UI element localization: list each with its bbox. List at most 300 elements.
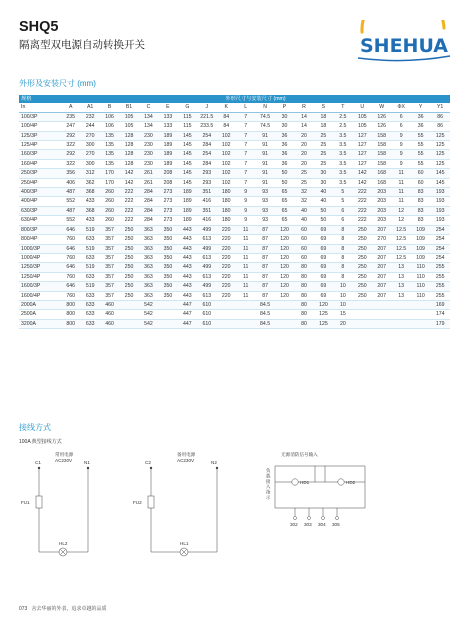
table-cell: 69 — [320, 226, 327, 233]
table-cell: 203 — [377, 198, 387, 205]
table-cell: 222 — [124, 217, 134, 224]
table-cell: 12 — [398, 217, 405, 224]
table-cell: 207 — [377, 283, 387, 290]
table-cell: 357 — [105, 226, 114, 233]
table-cell: 15 — [339, 311, 346, 318]
table-cell: 127 — [357, 160, 367, 167]
table-cell: 145 — [183, 151, 192, 158]
table-cell: 40 — [301, 217, 307, 224]
table-cell: 499 — [202, 226, 212, 233]
table-cell: 142 — [124, 170, 134, 177]
column-header: N — [255, 103, 274, 112]
table-cell: 207 — [377, 254, 387, 261]
table-cell: 357 — [105, 283, 114, 290]
table-cell: 145 — [183, 132, 192, 139]
table-cell: 760 — [66, 292, 76, 299]
table-cell: 120 — [280, 283, 289, 290]
column-header: ΦX — [391, 103, 410, 112]
table-cell: 40 — [301, 207, 307, 214]
table-cell: 12.5 — [396, 226, 407, 233]
table-cell: 102 — [221, 170, 231, 177]
table-cell: 273 — [163, 207, 173, 214]
row-spec: 2500A — [21, 311, 37, 318]
table-cell: 60 — [301, 236, 307, 243]
table-row — [19, 178, 450, 187]
table-cell: 193 — [435, 217, 445, 224]
row-spec: 2000A — [21, 301, 37, 308]
table-row — [19, 141, 450, 150]
table-cell: 208 — [163, 179, 173, 186]
table-cell: 499 — [202, 283, 212, 290]
table-cell: 125 — [435, 160, 445, 167]
table-cell: 65 — [281, 189, 288, 196]
table-cell: 7 — [244, 151, 248, 158]
table-cell: 357 — [105, 236, 114, 243]
table-cell: 180 — [221, 189, 231, 196]
table-cell: 416 — [202, 198, 212, 205]
table-cell: 633 — [85, 236, 95, 243]
table-cell: 293 — [202, 179, 212, 186]
table-cell: 255 — [435, 283, 445, 290]
table-cell: 250 — [357, 226, 367, 233]
table-cell: 460 — [105, 311, 114, 318]
table-cell: 189 — [163, 142, 173, 149]
table-cell: 193 — [435, 189, 445, 196]
table-cell: 363 — [144, 236, 153, 243]
table-cell: 3.5 — [339, 151, 347, 158]
table-cell: 633 — [85, 320, 95, 327]
footer-slogan: 舍去华丽的外表，追求卓越的品质 — [31, 606, 107, 612]
table-row — [19, 244, 450, 253]
label-common-power: 常用电源 — [55, 452, 74, 457]
table-cell: 220 — [221, 292, 231, 299]
table-cell: 6 — [341, 217, 345, 224]
table-row — [19, 319, 450, 328]
table-cell: 610 — [202, 311, 212, 318]
table-cell: 222 — [357, 198, 367, 205]
table-cell: 105 — [124, 113, 134, 120]
column-header: J — [197, 103, 216, 112]
table-cell: 9 — [244, 189, 248, 196]
label-fu2: FU2 — [133, 500, 142, 505]
table-cell: 84.5 — [260, 301, 271, 308]
table-cell: 760 — [66, 273, 76, 280]
table-cell: 120 — [280, 273, 289, 280]
table-cell: 261 — [144, 170, 153, 177]
table-cell: 542 — [144, 320, 153, 327]
table-cell: 230 — [144, 132, 153, 139]
table-cell: 84.5 — [260, 311, 271, 318]
table-cell: 633 — [85, 301, 95, 308]
label-hd1: HD1 — [300, 480, 310, 485]
table-cell: 87 — [262, 254, 268, 261]
table-cell: 69 — [320, 273, 327, 280]
table-cell: 800 — [66, 301, 76, 308]
table-cell: 254 — [435, 226, 445, 233]
table-cell: 87 — [262, 245, 268, 252]
table-cell: 174 — [435, 311, 445, 318]
table-cell: 80 — [301, 264, 307, 271]
table-cell: 222 — [357, 217, 367, 224]
table-cell: 261 — [144, 179, 153, 186]
table-row — [19, 310, 450, 319]
table-cell: 87 — [262, 292, 268, 299]
table-cell: 25 — [320, 132, 327, 139]
table-row — [19, 235, 450, 244]
table-cell: 220 — [221, 245, 231, 252]
table-cell: 180 — [221, 217, 231, 224]
table-cell: 250 — [124, 264, 134, 271]
table-cell: 250 — [124, 254, 134, 261]
table-cell: 7 — [244, 123, 248, 130]
table-cell: 74.5 — [260, 113, 271, 120]
table-cell: 126 — [377, 123, 387, 130]
table-cell: 30 — [320, 170, 327, 177]
table-cell — [217, 319, 236, 328]
table-cell: 60 — [417, 170, 424, 177]
table-cell: 120 — [280, 236, 289, 243]
table-cell: 20 — [301, 142, 307, 149]
table-cell: 207 — [377, 245, 387, 252]
table-cell: 128 — [124, 160, 134, 167]
table-cell: 36 — [417, 113, 424, 120]
table-row — [19, 188, 450, 197]
table-cell: 406 — [66, 179, 76, 186]
table-cell: 6 — [399, 123, 403, 130]
table-cell — [158, 310, 177, 319]
table-cell: 158 — [377, 142, 387, 149]
table-cell: 222 — [124, 198, 134, 205]
table-cell: 50 — [281, 170, 288, 177]
table-cell: 11 — [398, 189, 404, 196]
table-cell: 55 — [417, 142, 424, 149]
table-cell: 158 — [377, 151, 387, 158]
table-row — [19, 253, 450, 262]
table-cell: 255 — [435, 292, 445, 299]
table-cell: 7 — [244, 113, 248, 120]
table-cell: 110 — [416, 264, 425, 271]
table-cell: 207 — [377, 264, 387, 271]
table-cell: 300 — [85, 142, 95, 149]
table-cell: 322 — [66, 160, 76, 167]
table-cell: 646 — [66, 226, 76, 233]
table-cell: 6 — [341, 207, 345, 214]
column-header: T — [333, 103, 352, 112]
row-spec: 1250/3P — [21, 264, 41, 271]
table-cell: 170 — [105, 170, 114, 177]
table-cell: 270 — [377, 236, 387, 243]
table-cell: 760 — [66, 254, 76, 261]
table-cell: 110 — [416, 292, 425, 299]
table-cell — [372, 300, 391, 309]
table-cell: 93 — [262, 217, 268, 224]
table-row — [19, 282, 450, 291]
table-cell: 363 — [144, 292, 153, 299]
table-cell: 110 — [416, 283, 425, 290]
lamp-hd1 — [292, 479, 298, 485]
fuse-fu2 — [148, 496, 154, 508]
table-cell — [391, 319, 410, 328]
table-cell — [411, 319, 430, 328]
column-header: P — [275, 103, 294, 112]
table-cell: 91 — [262, 179, 268, 186]
table-cell: 84 — [223, 123, 230, 130]
row-spec: 3200A — [21, 320, 37, 327]
table-cell: 250 — [357, 245, 367, 252]
table-cell: 55 — [417, 132, 424, 139]
table-cell: 273 — [163, 217, 173, 224]
table-cell: 8 — [341, 254, 345, 261]
page-subtitle: 隔离型双电源自动转换开关 — [19, 39, 145, 51]
table-cell: 273 — [163, 198, 173, 205]
table-cell: 350 — [163, 292, 173, 299]
table-cell: 32 — [301, 189, 307, 196]
table-cell: 443 — [183, 292, 192, 299]
label-common-voltage: AC230V — [55, 458, 73, 463]
table-cell: 433 — [85, 217, 95, 224]
table-cell: 86 — [437, 113, 444, 120]
table-cell — [353, 319, 372, 328]
table-cell: 350 — [163, 273, 173, 280]
table-cell: 5 — [341, 198, 345, 205]
table-cell: 357 — [105, 273, 114, 280]
table-cell: 300 — [85, 160, 95, 167]
column-header: C — [139, 103, 158, 112]
wiring-section-title: 接线方式 — [19, 423, 51, 432]
table-cell: 128 — [124, 151, 134, 158]
table-cell: 69 — [320, 292, 327, 299]
table-cell: 60 — [301, 254, 307, 261]
table-cell: 12.5 — [396, 254, 407, 261]
table-cell: 11 — [242, 236, 249, 243]
table-cell: 125 — [435, 142, 445, 149]
table-cell: 36 — [281, 160, 288, 167]
table-cell: 250 — [124, 273, 134, 280]
table-cell — [372, 319, 391, 328]
terminal-305: 305 — [332, 522, 340, 527]
table-cell: 270 — [85, 151, 95, 158]
table-cell — [411, 300, 430, 309]
table-cell: 552 — [66, 198, 76, 205]
table-cell: 180 — [221, 207, 231, 214]
table-cell: 12.5 — [396, 245, 407, 252]
table-cell: 443 — [183, 264, 192, 271]
table-cell: 142 — [357, 170, 367, 177]
table-cell: 260 — [105, 198, 114, 205]
table-cell: 350 — [163, 245, 173, 252]
table-cell: 357 — [105, 245, 114, 252]
table-cell: 60 — [301, 226, 307, 233]
table-cell: 128 — [124, 132, 134, 139]
table-cell: 80 — [301, 283, 307, 290]
table-cell — [236, 310, 255, 319]
table-cell: 20 — [301, 151, 307, 158]
table-cell: 9 — [244, 207, 248, 214]
table-cell: 254 — [435, 245, 445, 252]
table-cell: 125 — [435, 132, 445, 139]
column-header: B1 — [119, 103, 138, 112]
table-row — [19, 131, 450, 140]
table-cell: 109 — [416, 226, 425, 233]
table-cell: 633 — [85, 292, 95, 299]
table-cell: 646 — [66, 245, 76, 252]
table-cell: 250 — [357, 236, 367, 243]
table-cell: 232 — [85, 113, 95, 120]
table-cell: 102 — [221, 179, 231, 186]
table-cell: 487 — [66, 207, 76, 214]
table-cell: 207 — [377, 292, 387, 299]
table-cell: 460 — [105, 320, 114, 327]
table-cell: 30 — [320, 179, 327, 186]
table-cell: 109 — [416, 254, 425, 261]
table-cell: 80 — [301, 311, 307, 318]
table-row — [19, 263, 450, 272]
table-cell: 363 — [144, 254, 153, 261]
table-cell: 350 — [163, 264, 173, 271]
table-cell: 7 — [244, 160, 248, 167]
table-cell: 350 — [163, 254, 173, 261]
table-cell: 356 — [66, 170, 76, 177]
fuse-fu1 — [36, 496, 42, 508]
table-cell: 189 — [163, 160, 173, 167]
table-cell: 293 — [202, 170, 212, 177]
table-cell: 11 — [398, 198, 404, 205]
table-cell: 83 — [417, 198, 424, 205]
table-cell: 106 — [105, 113, 114, 120]
table-cell: 6 — [399, 113, 403, 120]
table-cell: 542 — [144, 301, 153, 308]
column-header: G — [178, 103, 197, 112]
table-cell: 270 — [85, 132, 95, 139]
table-column-headers — [19, 103, 450, 112]
table-cell: 273 — [163, 189, 173, 196]
row-spec: 400/4P — [21, 198, 38, 205]
table-cell: 284 — [144, 198, 153, 205]
table-cell — [275, 300, 294, 309]
table-cell: 93 — [262, 207, 268, 214]
table-cell: 40 — [320, 198, 327, 205]
table-cell: 3.5 — [339, 170, 347, 177]
label-c1: C1 — [35, 460, 41, 465]
table-cell: 284 — [144, 189, 153, 196]
table-cell: 145 — [435, 170, 445, 177]
wiring-caption: 100A 典型接线方式 — [19, 439, 62, 445]
row-spec: 1600/4P — [21, 292, 41, 299]
row-spec: 125/4P — [21, 142, 38, 149]
table-cell: 247 — [66, 123, 76, 130]
table-cell: 7 — [244, 132, 248, 139]
table-cell: 69 — [320, 283, 327, 290]
table-cell: 109 — [416, 245, 425, 252]
table-cell: 255 — [435, 264, 445, 271]
table-cell: 91 — [262, 170, 268, 177]
label-hl2: HL2 — [59, 541, 68, 546]
table-cell: 125 — [319, 311, 328, 318]
table-cell: 25 — [320, 151, 327, 158]
table-cell: 221.5 — [200, 113, 214, 120]
table-cell: 260 — [105, 189, 114, 196]
table-cell: 254 — [435, 236, 445, 243]
row-spec: 125/3P — [21, 132, 38, 139]
table-cell: 5 — [341, 189, 345, 196]
label-standby-voltage: AC230V — [177, 458, 195, 463]
table-cell: 105 — [357, 123, 367, 130]
table-cell: 110 — [416, 273, 425, 280]
table-cell — [217, 310, 236, 319]
table-cell: 362 — [85, 179, 95, 186]
table-cell: 9 — [399, 132, 403, 139]
table-cell: 133 — [163, 113, 173, 120]
table-cell: 50 — [320, 207, 327, 214]
table-cell: 433 — [85, 198, 95, 205]
table-cell: 127 — [357, 132, 367, 139]
table-cell: 36 — [281, 151, 288, 158]
table-cell: 20 — [339, 320, 346, 327]
table-cell: 145 — [183, 160, 192, 167]
table-cell: 363 — [144, 226, 153, 233]
table-cell: 102 — [221, 132, 231, 139]
table-cell: 133 — [163, 123, 173, 130]
table-cell: 610 — [202, 301, 212, 308]
table-cell: 208 — [163, 170, 173, 177]
table-cell: 416 — [202, 217, 212, 224]
table-cell: 106 — [105, 123, 114, 130]
column-header: A1 — [80, 103, 99, 112]
table-cell: 10 — [339, 301, 346, 308]
table-cell: 14 — [301, 113, 307, 120]
page-number: 073 — [19, 606, 28, 612]
table-cell — [353, 300, 372, 309]
wiring-diagram — [19, 452, 450, 597]
table-cell: 250 — [357, 254, 367, 261]
table-cell: 25 — [301, 170, 307, 177]
table-cell: 125 — [435, 151, 445, 158]
table-cell: 126 — [377, 113, 387, 120]
table-cell: 357 — [105, 254, 114, 261]
table-body — [19, 112, 450, 328]
table-cell: 222 — [124, 207, 134, 214]
table-cell: 222 — [357, 207, 367, 214]
table-cell: 220 — [221, 226, 231, 233]
table-cell: 220 — [221, 254, 231, 261]
table-cell: 25 — [320, 142, 327, 149]
table-cell: 60 — [301, 245, 307, 252]
table-row — [19, 300, 450, 309]
table-cell: 13 — [398, 292, 405, 299]
table-cell: 189 — [163, 132, 173, 139]
table-cell: 8 — [341, 273, 345, 280]
table-cell: 800 — [66, 320, 76, 327]
table-cell: 55 — [417, 151, 424, 158]
table-cell: 207 — [377, 273, 387, 280]
table-cell: 11 — [398, 179, 404, 186]
table-cell — [236, 300, 255, 309]
table-cell: 32 — [301, 198, 307, 205]
table-cell: 40 — [320, 189, 327, 196]
table-cell: 120 — [280, 245, 289, 252]
table-cell: 134 — [144, 113, 153, 120]
table-cell: 254 — [202, 151, 212, 158]
column-header: S — [314, 103, 333, 112]
table-cell: 11 — [242, 254, 249, 261]
table-cell: 254 — [435, 254, 445, 261]
table-cell: 25 — [301, 179, 307, 186]
table-cell: 284 — [144, 207, 153, 214]
table-cell: 284 — [202, 142, 212, 149]
column-header: E — [158, 103, 177, 112]
table-cell: 552 — [66, 217, 76, 224]
table-cell: 87 — [262, 226, 268, 233]
